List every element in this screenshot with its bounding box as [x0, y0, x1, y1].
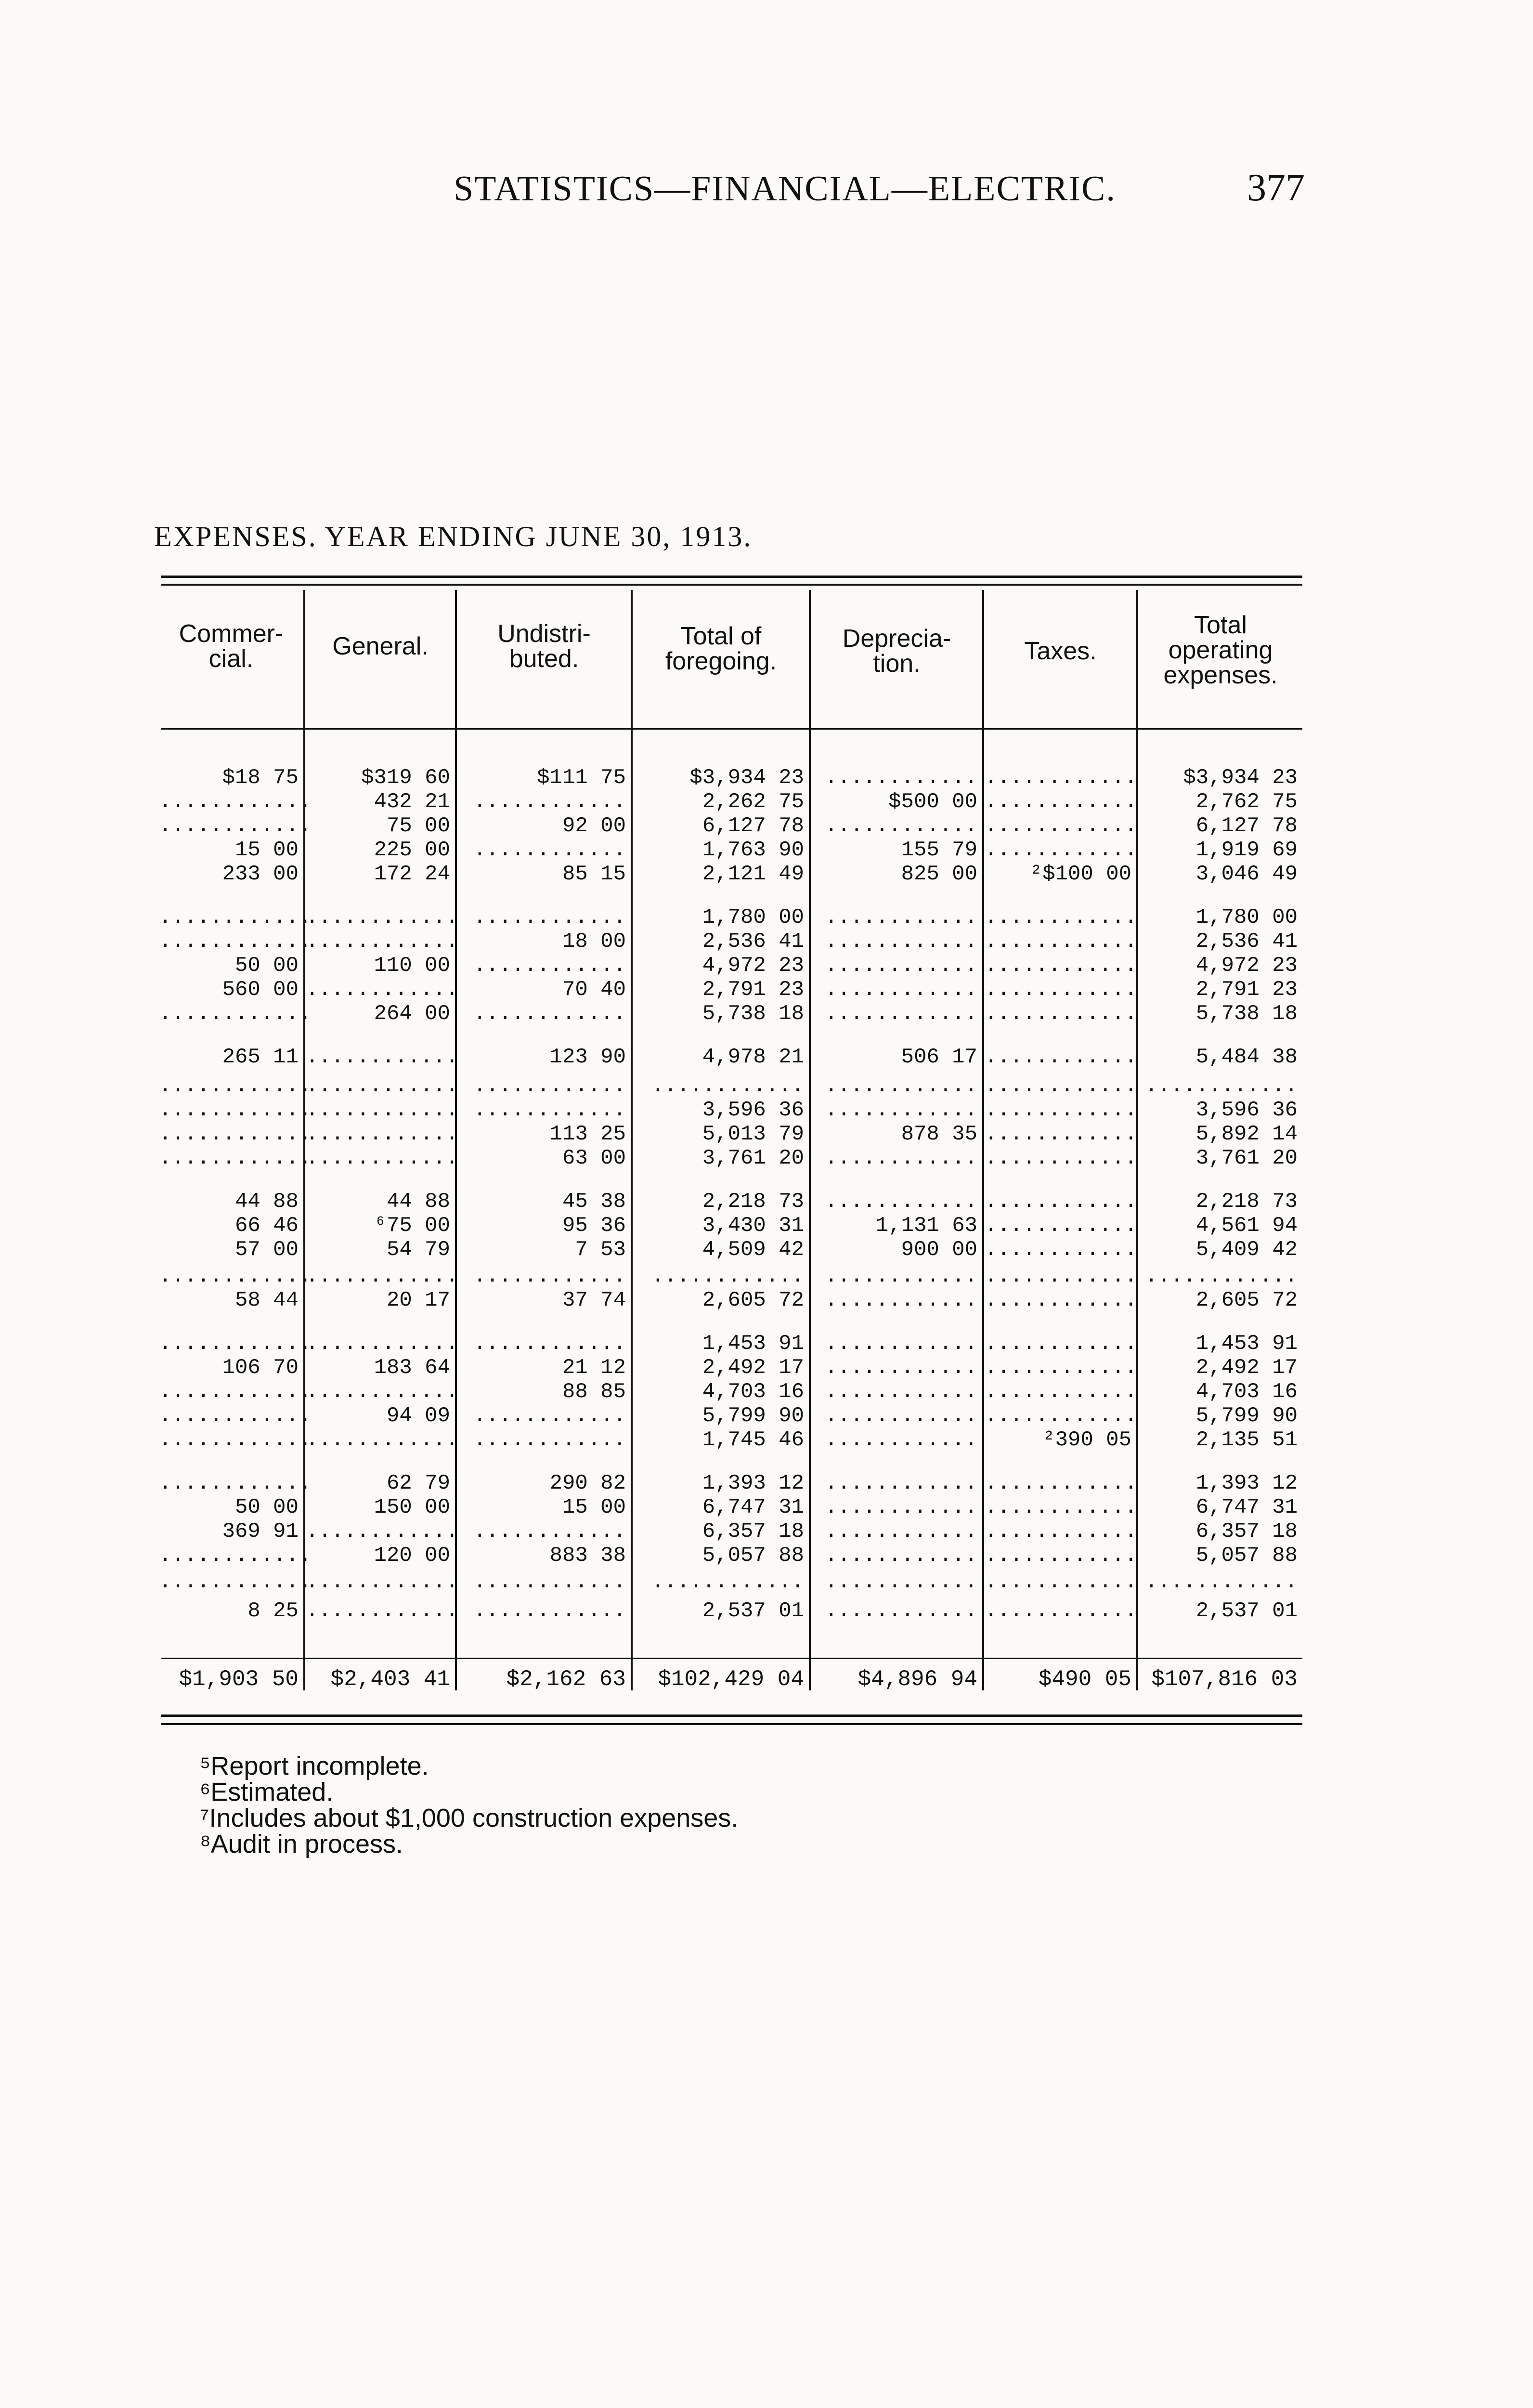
- table-cell: 75 00: [386, 814, 450, 838]
- table-cell: 70 40: [562, 978, 626, 1002]
- table-cell: ............: [306, 1098, 458, 1122]
- table-cell: ............: [985, 838, 1137, 862]
- table-cell: 506 17: [901, 1045, 977, 1069]
- table-cell: ............: [306, 978, 458, 1002]
- table-cell: ............: [306, 929, 458, 954]
- table-cell: ............: [825, 1190, 977, 1214]
- table-row: [0, 1146, 1533, 1170]
- table-cell: ............: [985, 978, 1137, 1002]
- table-row: [0, 954, 1533, 978]
- table-cell: 1,780 00: [1195, 905, 1298, 929]
- table-cell: $3,934 23: [1183, 766, 1298, 790]
- table-cell: ............: [985, 1471, 1137, 1495]
- table-cell: ............: [159, 1146, 312, 1170]
- table-cell: ............: [825, 1356, 977, 1380]
- table-cell: 5,409 42: [1195, 1238, 1298, 1262]
- table-cell: ............: [159, 814, 312, 838]
- table-cell: ............: [159, 1332, 312, 1356]
- table-cell: 2,762 75: [1195, 790, 1298, 814]
- table-cell: 878 35: [901, 1122, 977, 1146]
- total-cell: $490 05: [1038, 1667, 1131, 1692]
- table-cell: ............: [985, 1519, 1137, 1544]
- table-cell: 900 00: [901, 1238, 977, 1262]
- table-cell: 1,453 91: [1195, 1332, 1298, 1356]
- table-row: [0, 1599, 1533, 1623]
- footnote: ⁷Includes about $1,000 construction expenses.: [200, 1804, 739, 1832]
- column-header-commercial: Commer- cial.: [179, 620, 284, 673]
- table-cell: ............: [985, 929, 1137, 954]
- table-cell: ............: [985, 1122, 1137, 1146]
- table-row: [0, 1238, 1533, 1262]
- table-cell: ............: [1145, 1074, 1298, 1098]
- running-head: STATISTICS—FINANCIAL—ELECTRIC.: [454, 169, 1116, 209]
- table-cell: 4,561 94: [1195, 1214, 1298, 1238]
- table-cell: ............: [306, 1074, 458, 1098]
- table-row: [0, 1471, 1533, 1495]
- table-row: [0, 1045, 1533, 1069]
- table-row: [0, 1428, 1533, 1452]
- table-cell: 2,791 23: [1195, 978, 1298, 1002]
- table-cell: ............: [159, 1098, 312, 1122]
- table-cell: ............: [985, 790, 1137, 814]
- table-cell: ............: [825, 1380, 977, 1404]
- table-cell: 183 64: [374, 1356, 450, 1380]
- table-cell: ............: [473, 1002, 626, 1026]
- table-cell: 5,484 38: [1195, 1045, 1298, 1069]
- table-cell: ............: [985, 1356, 1137, 1380]
- table-row: [0, 1074, 1533, 1098]
- table-cell: 113 25: [549, 1122, 626, 1146]
- table-cell: 3,430 31: [702, 1214, 804, 1238]
- table-cell: ............: [985, 1214, 1137, 1238]
- total-cell: $102,429 04: [658, 1667, 804, 1692]
- table-cell: 5,892 14: [1195, 1122, 1298, 1146]
- table-cell: 2,537 01: [1195, 1599, 1298, 1623]
- table-cell: ............: [306, 1332, 458, 1356]
- table-row: [0, 1190, 1533, 1214]
- table-cell: 264 00: [374, 1002, 450, 1026]
- table-cell: 20 17: [386, 1288, 450, 1312]
- table-row: [0, 1002, 1533, 1026]
- table-cell: 54 79: [386, 1238, 450, 1262]
- table-cell: 6,127 78: [1195, 814, 1298, 838]
- table-cell: ............: [825, 929, 977, 954]
- table-cell: 6,747 31: [1195, 1495, 1298, 1519]
- table-cell: 2,536 41: [1195, 929, 1298, 954]
- table-cell: 2,536 41: [702, 929, 804, 954]
- table-cell: 369 91: [222, 1519, 299, 1544]
- table-cell: 44 88: [386, 1190, 450, 1214]
- table-cell: 66 46: [234, 1214, 299, 1238]
- table-cell: 15 00: [562, 1495, 626, 1519]
- table-cell: $111 75: [537, 766, 626, 790]
- column-header-total-of-foregoing: Total of foregoing.: [665, 622, 777, 675]
- table-cell: ............: [159, 1002, 312, 1026]
- table-cell: ............: [306, 1570, 458, 1594]
- table-cell: 5,057 88: [702, 1544, 804, 1568]
- bottom-rule-2: [161, 1723, 1302, 1725]
- table-cell: $319 60: [361, 766, 450, 790]
- total-cell: $2,403 41: [330, 1667, 450, 1692]
- table-cell: 150 00: [374, 1495, 450, 1519]
- top-rule-1: [161, 576, 1302, 578]
- table-cell: ............: [985, 1238, 1137, 1262]
- table-title: EXPENSES. YEAR ENDING JUNE 30, 1913.: [154, 521, 753, 552]
- table-cell: 4,978 21: [702, 1045, 804, 1069]
- table-cell: ............: [473, 1404, 626, 1428]
- table-cell: ............: [473, 1332, 626, 1356]
- table-cell: 94 09: [386, 1404, 450, 1428]
- table-cell: 825 00: [901, 862, 977, 886]
- table-cell: ............: [825, 814, 977, 838]
- table-cell: ............: [825, 1146, 977, 1170]
- table-row: [0, 862, 1533, 886]
- table-cell: ............: [306, 1519, 458, 1544]
- table-cell: ............: [651, 1570, 804, 1594]
- table-cell: 1,919 69: [1195, 838, 1298, 862]
- table-cell: 3,596 36: [702, 1098, 804, 1122]
- table-cell: 4,972 23: [702, 954, 804, 978]
- table-cell: 3,761 20: [702, 1146, 804, 1170]
- table-cell: 2,492 17: [702, 1356, 804, 1380]
- table-cell: ............: [473, 1264, 626, 1288]
- table-cell: ............: [306, 1380, 458, 1404]
- table-cell: ............: [473, 954, 626, 978]
- table-cell: 57 00: [234, 1238, 299, 1262]
- table-row: [0, 1122, 1533, 1146]
- table-cell: 6,357 18: [702, 1519, 804, 1544]
- table-row: [0, 1098, 1533, 1122]
- table-cell: 5,057 88: [1195, 1544, 1298, 1568]
- table-cell: 21 12: [562, 1356, 626, 1380]
- table-cell: ............: [985, 1380, 1137, 1404]
- table-cell: ............: [159, 790, 312, 814]
- table-cell: ............: [306, 1045, 458, 1069]
- table-cell: 883 38: [549, 1544, 626, 1568]
- table-cell: 44 88: [234, 1190, 299, 1214]
- total-cell: $107,816 03: [1151, 1667, 1298, 1692]
- table-cell: 1,393 12: [1195, 1471, 1298, 1495]
- table-cell: 2,262 75: [702, 790, 804, 814]
- footnote: ⁸Audit in process.: [200, 1830, 403, 1858]
- table-cell: ............: [1145, 1264, 1298, 1288]
- table-cell: 2,492 17: [1195, 1356, 1298, 1380]
- column-header-depreciation: Deprecia- tion.: [842, 625, 951, 678]
- table-cell: 50 00: [234, 1495, 299, 1519]
- table-cell: 172 24: [374, 862, 450, 886]
- table-cell: $500 00: [888, 790, 977, 814]
- column-header-general: General.: [332, 632, 429, 660]
- table-row: [0, 766, 1533, 790]
- bottom-rule-1: [161, 1714, 1302, 1717]
- table-cell: 2,791 23: [702, 978, 804, 1002]
- table-cell: 3,761 20: [1195, 1146, 1298, 1170]
- top-rule-2: [161, 584, 1302, 586]
- total-cell: $4,896 94: [857, 1667, 977, 1692]
- table-cell: ............: [651, 1264, 804, 1288]
- totals-rule: [161, 1658, 1302, 1659]
- table-cell: ............: [159, 1471, 312, 1495]
- table-cell: ............: [159, 1380, 312, 1404]
- table-row: [0, 838, 1533, 862]
- table-row: [0, 1495, 1533, 1519]
- table-cell: 62 79: [386, 1471, 450, 1495]
- total-cell: $2,162 63: [506, 1667, 626, 1692]
- table-cell: ............: [985, 766, 1137, 790]
- table-cell: 2,605 72: [702, 1288, 804, 1312]
- table-cell: 1,763 90: [702, 838, 804, 862]
- table-cell: ⁶75 00: [374, 1214, 450, 1238]
- table-cell: 50 00: [234, 954, 299, 978]
- table-cell: 2,218 73: [702, 1190, 804, 1214]
- table-cell: 123 90: [549, 1045, 626, 1069]
- table-cell: ............: [825, 1264, 977, 1288]
- table-cell: ............: [825, 1471, 977, 1495]
- table-cell: ............: [825, 1002, 977, 1026]
- table-cell: ............: [985, 814, 1137, 838]
- table-cell: ............: [306, 1599, 458, 1623]
- table-cell: ............: [159, 1570, 312, 1594]
- table-cell: ............: [825, 1404, 977, 1428]
- table-cell: ............: [159, 929, 312, 954]
- table-cell: ............: [825, 1428, 977, 1452]
- table-cell: ............: [985, 1190, 1137, 1214]
- table-row: [0, 978, 1533, 1002]
- table-row: [0, 905, 1533, 929]
- table-cell: ............: [473, 1074, 626, 1098]
- table-cell: ............: [159, 1428, 312, 1452]
- table-cell: 432 21: [374, 790, 450, 814]
- table-cell: 5,738 18: [702, 1002, 804, 1026]
- table-cell: ............: [159, 1122, 312, 1146]
- table-cell: 2,537 01: [702, 1599, 804, 1623]
- table-cell: ............: [473, 1570, 626, 1594]
- table-cell: 1,453 91: [702, 1332, 804, 1356]
- table-cell: ............: [825, 1599, 977, 1623]
- table-row: [0, 1288, 1533, 1312]
- table-cell: ............: [306, 1122, 458, 1146]
- total-cell: $1,903 50: [179, 1667, 299, 1692]
- table-cell: ............: [825, 1074, 977, 1098]
- table-cell: 290 82: [549, 1471, 626, 1495]
- table-cell: ............: [985, 1002, 1137, 1026]
- table-cell: 7 53: [575, 1238, 626, 1262]
- table-cell: ............: [985, 1332, 1137, 1356]
- table-cell: 1,393 12: [702, 1471, 804, 1495]
- table-cell: ............: [985, 1544, 1137, 1568]
- table-cell: 45 38: [562, 1190, 626, 1214]
- table-row: [0, 1404, 1533, 1428]
- table-cell: 92 00: [562, 814, 626, 838]
- table-cell: ............: [306, 1428, 458, 1452]
- totals-row: [0, 1667, 1533, 1691]
- table-cell: 18 00: [562, 929, 626, 954]
- table-cell: 6,747 31: [702, 1495, 804, 1519]
- table-cell: 4,509 42: [702, 1238, 804, 1262]
- table-cell: 1,131 63: [875, 1214, 977, 1238]
- table-cell: 6,127 78: [702, 814, 804, 838]
- table-cell: ............: [306, 1146, 458, 1170]
- table-cell: ............: [1145, 1570, 1298, 1594]
- table-cell: ............: [159, 1544, 312, 1568]
- table-cell: 5,013 79: [702, 1122, 804, 1146]
- table-cell: 2,121 49: [702, 862, 804, 886]
- table-cell: 225 00: [374, 838, 450, 862]
- table-cell: 5,799 90: [1195, 1404, 1298, 1428]
- table-cell: $3,934 23: [689, 766, 804, 790]
- table-cell: ............: [985, 1045, 1137, 1069]
- table-cell: ............: [825, 1570, 977, 1594]
- table-cell: ............: [473, 1428, 626, 1452]
- table-cell: ............: [985, 1495, 1137, 1519]
- table-cell: $18 75: [222, 766, 299, 790]
- table-cell: 4,703 16: [702, 1380, 804, 1404]
- table-cell: 3,596 36: [1195, 1098, 1298, 1122]
- table-cell: ............: [825, 1495, 977, 1519]
- column-header-taxes: Taxes.: [1024, 637, 1097, 665]
- table-cell: ............: [985, 1288, 1137, 1312]
- footnote: ⁶Estimated.: [200, 1778, 334, 1806]
- table-cell: ............: [825, 978, 977, 1002]
- table-cell: 110 00: [374, 954, 450, 978]
- footnote: ⁵Report incomplete.: [200, 1752, 429, 1780]
- table-row: [0, 1570, 1533, 1594]
- table-cell: ............: [825, 1519, 977, 1544]
- column-header-undistributed: Undistri- buted.: [497, 620, 591, 673]
- table-cell: 95 36: [562, 1214, 626, 1238]
- table-cell: ............: [985, 954, 1137, 978]
- table-cell: 1,745 46: [702, 1428, 804, 1452]
- table-cell: ............: [159, 905, 312, 929]
- table-cell: ............: [473, 1599, 626, 1623]
- table-cell: 3,046 49: [1195, 862, 1298, 886]
- table-cell: 8 25: [247, 1599, 299, 1623]
- table-cell: ............: [825, 1544, 977, 1568]
- table-cell: ............: [306, 905, 458, 929]
- table-row: [0, 1544, 1533, 1568]
- table-row: [0, 1356, 1533, 1380]
- table-cell: 2,605 72: [1195, 1288, 1298, 1312]
- table-cell: ............: [473, 790, 626, 814]
- table-cell: 5,738 18: [1195, 1002, 1298, 1026]
- table-cell: ............: [473, 1519, 626, 1544]
- table-cell: ............: [985, 1146, 1137, 1170]
- table-cell: 265 11: [222, 1045, 299, 1069]
- table-cell: ............: [473, 1098, 626, 1122]
- table-cell: 2,135 51: [1195, 1428, 1298, 1452]
- table-cell: ............: [473, 838, 626, 862]
- table-cell: 155 79: [901, 838, 977, 862]
- table-cell: 106 70: [222, 1356, 299, 1380]
- table-row: [0, 814, 1533, 838]
- table-cell: ............: [159, 1404, 312, 1428]
- table-row: [0, 1332, 1533, 1356]
- table-row: [0, 1214, 1533, 1238]
- table-row: [0, 1264, 1533, 1288]
- table-cell: 88 85: [562, 1380, 626, 1404]
- table-cell: ............: [825, 954, 977, 978]
- header-rule: [161, 728, 1302, 730]
- table-cell: ............: [159, 1074, 312, 1098]
- table-cell: 15 00: [234, 838, 299, 862]
- table-cell: 4,972 23: [1195, 954, 1298, 978]
- table-cell: 2,218 73: [1195, 1190, 1298, 1214]
- table-cell: ............: [159, 1264, 312, 1288]
- table-cell: 4,703 16: [1195, 1380, 1298, 1404]
- table-cell: 560 00: [222, 978, 299, 1002]
- table-cell: 85 15: [562, 862, 626, 886]
- column-header-total-operating-expenses: Total operating expenses.: [1163, 611, 1278, 689]
- table-cell: ............: [985, 1264, 1137, 1288]
- table-cell: ............: [825, 1098, 977, 1122]
- table-cell: ............: [825, 1332, 977, 1356]
- table-cell: ............: [825, 905, 977, 929]
- table-row: [0, 1380, 1533, 1404]
- table-cell: ............: [651, 1074, 804, 1098]
- table-cell: ............: [985, 1404, 1137, 1428]
- table-cell: ²$100 00: [1029, 862, 1131, 886]
- table-cell: 1,780 00: [702, 905, 804, 929]
- table-cell: ............: [985, 1074, 1137, 1098]
- table-row: [0, 1519, 1533, 1544]
- table-cell: 37 74: [562, 1288, 626, 1312]
- table-row: [0, 790, 1533, 814]
- table-cell: ............: [985, 905, 1137, 929]
- table-cell: 120 00: [374, 1544, 450, 1568]
- table-row: [0, 929, 1533, 954]
- table-cell: ²390 05: [1042, 1428, 1131, 1452]
- table-cell: ............: [825, 1288, 977, 1312]
- table-cell: ............: [985, 1098, 1137, 1122]
- table-cell: 63 00: [562, 1146, 626, 1170]
- table-cell: 233 00: [222, 862, 299, 886]
- table-cell: ............: [985, 1599, 1137, 1623]
- table-cell: ............: [473, 905, 626, 929]
- table-cell: 5,799 90: [702, 1404, 804, 1428]
- table-cell: ............: [985, 1570, 1137, 1594]
- table-cell: ............: [306, 1264, 458, 1288]
- table-cell: 58 44: [234, 1288, 299, 1312]
- table-cell: ............: [825, 766, 977, 790]
- page-number: 377: [1247, 167, 1305, 209]
- table-cell: 6,357 18: [1195, 1519, 1298, 1544]
